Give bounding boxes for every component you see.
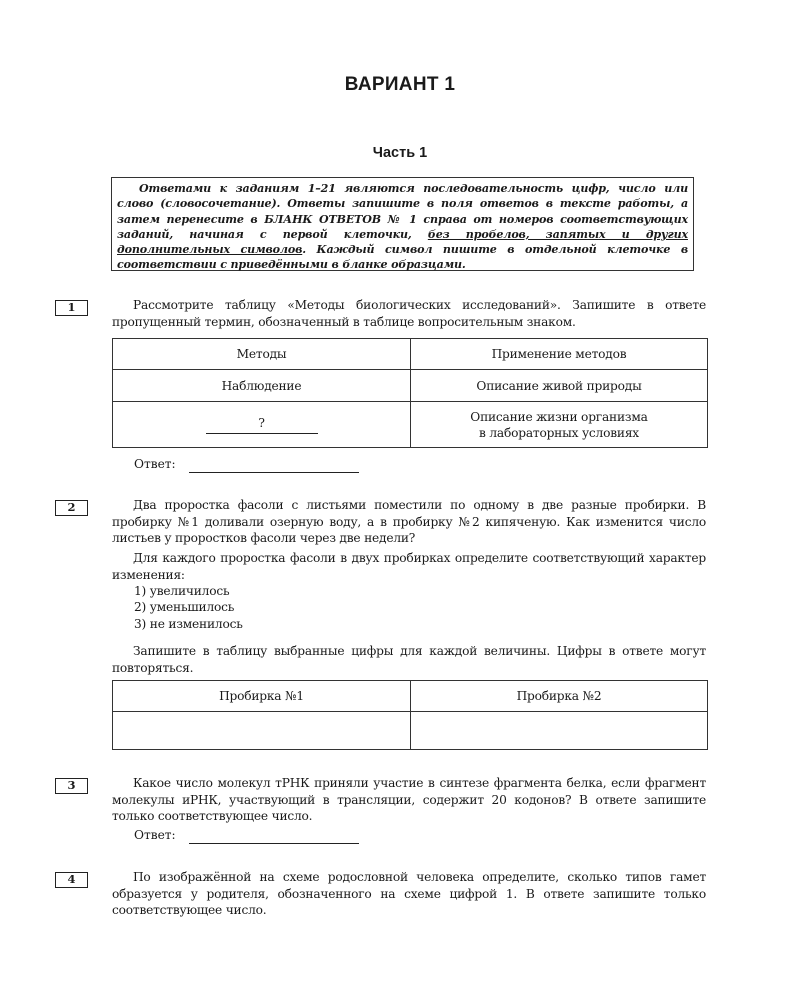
task-4-question: По изображённой на схеме родословной человека определите, сколько типов гамет образуется у родителя, обозначенного на схеме цифрой 1. В ответе запишите только соответствующее число. (112, 870, 706, 917)
option-item: 1) увеличилось (134, 584, 230, 598)
task-number-3: 3 (55, 778, 88, 794)
task-number-4: 4 (55, 872, 88, 888)
table-header: Методы (113, 339, 411, 370)
option-item: 3) не изменилось (134, 617, 243, 631)
part-title: Часть 1 (372, 145, 428, 161)
variant-title: ВАРИАНТ 1 (344, 74, 456, 95)
answer-cell-tube-1[interactable] (113, 712, 411, 750)
task-2-instruction: Для каждого проростка фасоли в двух пробирках определите соответствующий характер изменения: (112, 551, 706, 582)
table-header: Пробирка №2 (411, 681, 708, 712)
task-4-text (112, 869, 706, 919)
task-3-question: Какое число молекул тРНК приняли участие в синтезе фрагмента белка, если фрагмент молекулы иРНК, участвующий в трансляции, содержит 20 кодонов? В ответе запишите только соответствующее число. (112, 776, 706, 823)
cell-line: Описание жизни организма (470, 409, 648, 424)
table-cell-missing-term (113, 402, 411, 448)
instructions-underlined: без пробелов, запятых и других дополнительных символов (117, 227, 688, 257)
table-cell: Описание живой природы (411, 370, 708, 402)
table-cell (411, 402, 708, 448)
task-2-text (112, 497, 706, 547)
table-cell: Наблюдение (113, 370, 411, 402)
instructions-box (111, 177, 694, 271)
missing-term-blank: ? (206, 415, 318, 434)
cell-line: в лабораторных условиях (479, 425, 639, 440)
task-2-text3 (112, 643, 706, 676)
table-header: Применение методов (411, 339, 708, 370)
task-1-question: Рассмотрите таблицу «Методы биологических исследований». Запишите в ответе пропущенный термин, обозначенный в таблице вопросительным знаком. (112, 298, 706, 329)
answer-cell-tube-2[interactable] (411, 712, 708, 750)
instructions-text-end: . Каждый символ пишите в отдельной клеточке в соответствии с приведёнными в бланке образцами. (117, 243, 688, 272)
task-number-2: 2 (55, 500, 88, 516)
task-1-text (112, 297, 706, 330)
task-2-table-instruction: Запишите в таблицу выбранные цифры для каждой величины. Цифры в ответе могут повторяться. (112, 644, 706, 675)
methods-table (112, 338, 708, 448)
option-item: 2) уменьшилось (134, 600, 235, 614)
task-number-1: 1 (55, 300, 88, 316)
task-2-question: Два проростка фасоли с листьями поместили по одному в две разные пробирки. В пробирку №1 доливали озерную воду, а в пробирку №2 кипяченую. Как изменится число листьев у проростков фасоли через две недели? (112, 498, 706, 545)
answer-field-3[interactable] (189, 843, 359, 844)
table-header: Пробирка №1 (113, 681, 411, 712)
answer-field-1[interactable] (189, 472, 359, 473)
instructions-text: Ответами к заданиям 1–21 являются последовательность цифр, число или слово (словосочетание). Ответы запишите в поля ответов в тексте работы, а затем перенесите в БЛАНК ОТВЕТОВ № 1 справа от номеров соответствующих заданий, начиная с первой клеточки, (117, 182, 688, 241)
answer-label-3: Ответ: (134, 828, 176, 842)
answer-label-1: Ответ: (134, 457, 176, 471)
test-tubes-table (112, 680, 708, 750)
task-2-text2 (112, 550, 706, 583)
task-3-text (112, 775, 706, 825)
